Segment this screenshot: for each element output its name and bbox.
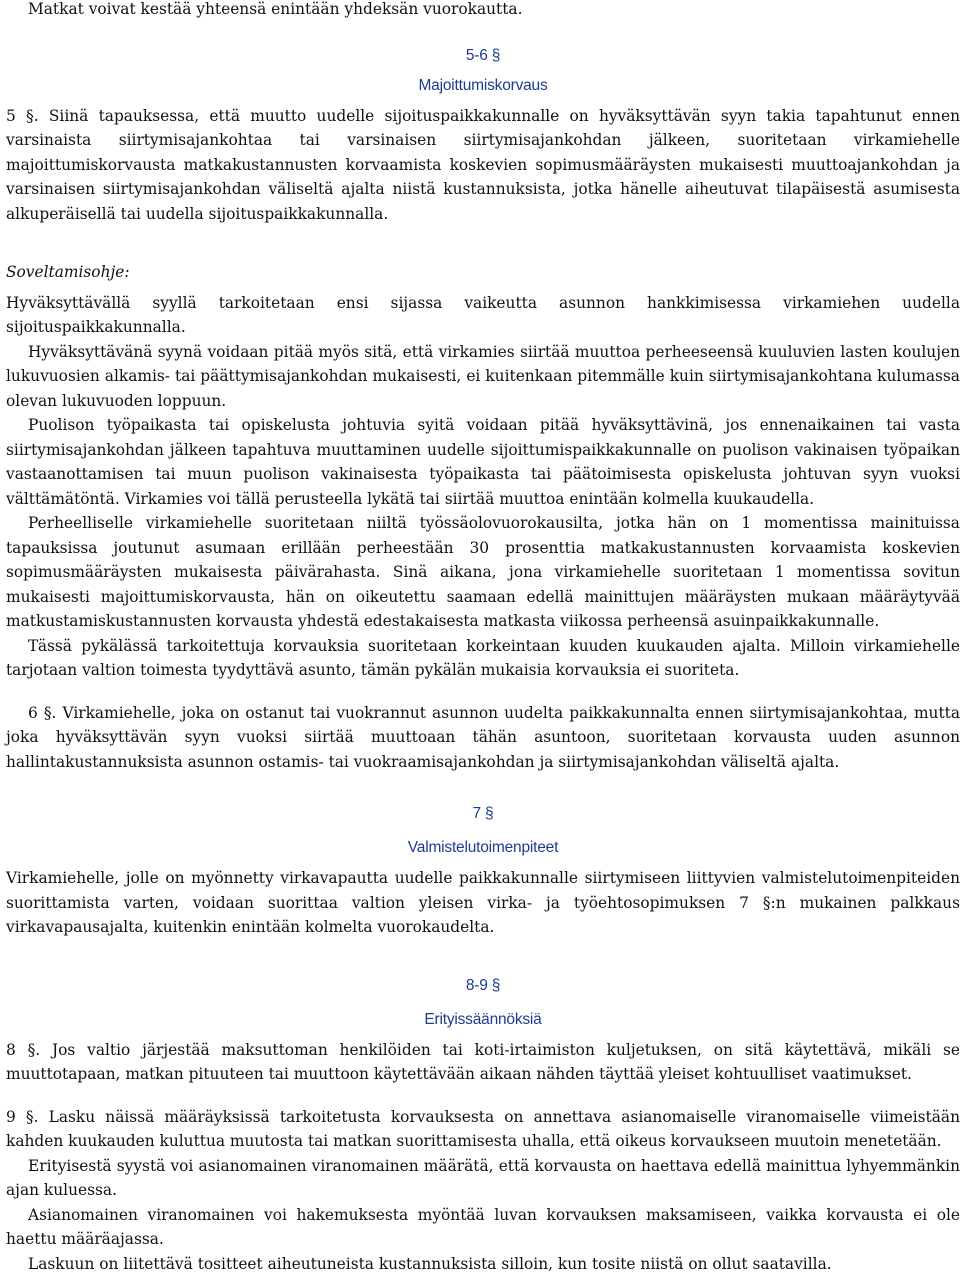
paragraph-9: 9 §. Lasku näissä määräyksissä tarkoitetusta korvauksesta on annettava asianomaiselle viranomaiselle viimeistään kahden kuukauden kuluttua muutosta tai matkan suorittamisesta uhalla, että oikeus korvaukseen muutoin menetetään. — [6, 1105, 960, 1154]
paragraph-9-d: Laskuun on liitettävä tositteet aiheutuneista kustannuksista silloin, kun tosite niistä on ollut saatavilla. — [6, 1252, 960, 1276]
guide-paragraph-3: Puolison työpaikasta tai opiskelusta johtuvia syitä voidaan pitää hyväksyttävinä, jos ennenaikainen tai vasta siirtymisajankohdan jälkeen tapahtuva muuttaminen uudelle sijoittumispaikkakunnalle on puolison vakinaisen työpaikan vastaanottamisen tai muun puolison vakinaisesta työpaikasta tai päätoimisesta opiskelusta johtuvan syyn vuoksi välttämätöntä. Virkamies voi tällä perusteella lykätä tai siirtää muuttoa enintään kolmella kuukaudella. — [6, 413, 960, 511]
section-number-8-9: 8-9 § — [6, 974, 960, 998]
guide-label: Soveltamisohje: — [6, 260, 960, 285]
paragraph-8: 8 §. Jos valtio järjestää maksuttoman henkilöiden tai koti-irtaimiston kuljetuksen, on sitä käytettävä, mikäli se muuttotapaan, matkan pituuteen tai muuttoon käytettävään aikaan nähden täyttää yleiset kohtuulliset vaatimukset. — [6, 1038, 960, 1087]
paragraph-6: 6 §. Virkamiehelle, joka on ostanut tai vuokrannut asunnon uudelta paikkakunnalta ennen siirtymisajankohtaa, mutta joka hyväksyttävän syyn vuoksi siirtää muuttoaan tähän asuntoon, suoritetaan korvausta uuden asunnon hallintakustannuksista asunnon ostamis- tai vuokraamisajankohdan ja siirtymisajankohdan väliseltä ajalta. — [6, 701, 960, 775]
guide-paragraph-4: Perheelliselle virkamiehelle suoritetaan niiltä työssäolovuorokausilta, jotka hän on 1 momentissa mainituissa tapauksissa joutunut asumaan erillään perheestään 30 prosenttia matkakustannusten korvaamista koskevien sopimusmääräysten mukaisesta päivärahasta. Sinä aikana, jona virkamiehelle suoritetaan 1 momentissa sovitun mukaisesti majoittumiskorvausta, hän on oikeutettu saamaan edellä mainittujen määräysten mukaan määräytyvää matkustamiskustannusten korvausta yhdestä edestakaisesta matkasta viikossa perheensä asuinpaikkakunnalle. — [6, 511, 960, 634]
section-number-7: 7 § — [6, 802, 960, 826]
intro-line: Matkat voivat kestää yhteensä enintään yhdeksän vuorokautta. — [6, 0, 960, 22]
paragraph-9-b: Erityisestä syystä voi asianomainen viranomainen määrätä, että korvausta on haettava edellä mainittua lyhyemmänkin ajan kuluessa. — [6, 1154, 960, 1203]
section-title-erityissaannoksia: Erityissäännöksiä — [6, 1008, 960, 1032]
section-title-majoittumiskorvaus: Majoittumiskorvaus — [6, 74, 960, 98]
paragraph-9-c: Asianomainen viranomainen voi hakemuksesta myöntää luvan korvauksen maksamiseen, vaikka korvausta ei ole haettu määräajassa. — [6, 1203, 960, 1252]
section-number-5-6: 5-6 § — [6, 44, 960, 68]
guide-paragraph-5: Tässä pykälässä tarkoitettuja korvauksia suoritetaan korkeintaan kuuden kuukauden ajalta. Milloin virkamiehelle tarjotaan valtion toimesta tyydyttävä asunto, tämän pykälän mukaisia korvauksia ei suoriteta. — [6, 634, 960, 683]
guide-paragraph-1: Hyväksyttävällä syyllä tarkoitetaan ensi sijassa vaikeutta asunnon hankkimisessa virkamiehen uudella sijoituspaikkakunnalla. — [6, 291, 960, 340]
document-page — [6, 0, 960, 1276]
section-7-text: Virkamiehelle, jolle on myönnetty virkavapautta uudelle paikkakunnalle siirtymiseen liittyvien valmistelutoimenpiteiden suorittamista varten, voidaan suorittaa valtion yleisen virka- ja työehtosopimuksen 7 §:n mukainen palkkaus virkavapausajalta, kuitenkin enintään kolmelta vuorokaudelta. — [6, 866, 960, 940]
section-title-valmistelutoimenpiteet: Valmistelutoimenpiteet — [6, 836, 960, 860]
paragraph-5: 5 §. Siinä tapauksessa, että muutto uudelle sijoituspaikkakunnalle on hyväksyttävän syyn takia tapahtunut ennen varsinaista siirtymisajankohtaa tai varsinaisen siirtymisajankohdan jälkeen, suoritetaan virkamiehelle majoittumiskorvausta matkakustannusten korvaamista koskevien sopimusmääräysten mukaisesti muuttoajankohdan ja varsinaisen siirtymisajankohdan väliseltä ajalta niistä kustannuksista, jotka hänelle aiheutuvat tilapäisestä asumisesta alkuperäisellä tai uudella sijoituspaikkakunnalla. — [6, 104, 960, 227]
guide-paragraph-2: Hyväksyttävänä syynä voidaan pitää myös sitä, että virkamies siirtää muuttoa perheeseensä kuuluvien lasten koulujen lukuvuosien alkamis- tai päättymisajankohdan mukaisesti, ei kuitenkaan pitemmälle kuin siirtymisajankohtana kulumassa olevan lukuvuoden loppuun. — [6, 340, 960, 414]
